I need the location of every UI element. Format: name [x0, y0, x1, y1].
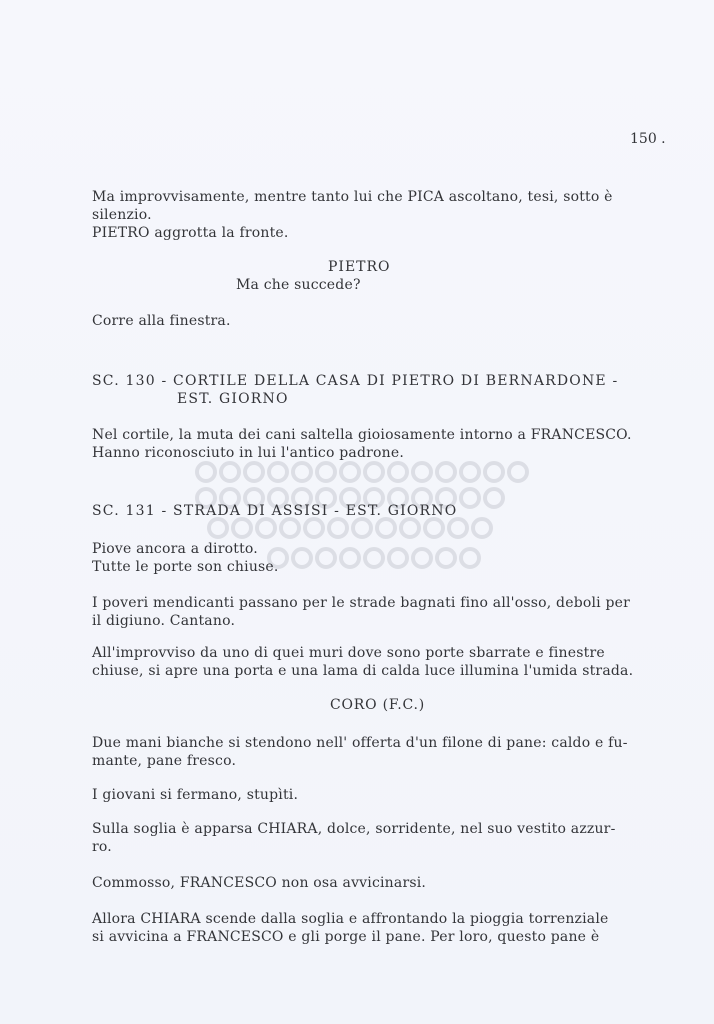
character-name: PIETRO: [328, 259, 391, 275]
paragraph-line: ro.: [92, 839, 112, 855]
character-name: CORO (F.C.): [330, 697, 426, 713]
paragraph-line: Tutte le porte son chiuse.: [92, 559, 279, 575]
paragraph-line: il digiuno. Cantano.: [92, 613, 236, 629]
paragraph-line: Ma improvvisamente, mentre tanto lui che PICA ascoltano, tesi, sotto è: [92, 189, 613, 205]
paragraph-line: Corre alla finestra.: [92, 313, 231, 329]
paragraph-line: PIETRO aggrotta la fronte.: [92, 225, 289, 241]
paragraph-line: All'improvviso da uno di quei muri dove sono porte sbarrate e finestre: [92, 645, 605, 661]
paragraph-line: mante, pane fresco.: [92, 753, 237, 769]
paragraph-line: Sulla soglia è apparsa CHIARA, dolce, sorridente, nel suo vestito azzur-: [92, 821, 616, 837]
paragraph-line: silenzio.: [92, 207, 152, 223]
paragraph-line: I poveri mendicanti passano per le strade bagnati fino all'osso, deboli per: [92, 595, 631, 611]
scene-heading: SC. 131 - STRADA DI ASSISI - EST. GIORNO: [92, 503, 458, 519]
paragraph-line: Commosso, FRANCESCO non osa avvicinarsi.: [92, 875, 427, 891]
paragraph-line: chiuse, si apre una porta e una lama di calda luce illumina l'umida strada.: [92, 663, 634, 679]
paragraph-line: Due mani bianche si stendono nell' offerta d'un filone di pane: caldo e fu-: [92, 735, 628, 751]
scene-heading: SC. 130 - CORTILE DELLA CASA DI PIETRO DI BERNARDONE -: [92, 373, 619, 389]
scene-heading-continued: EST. GIORNO: [177, 391, 289, 407]
paragraph-line: si avvicina a FRANCESCO e gli porge il pane. Per loro, questo pane è: [92, 929, 600, 945]
paragraph-line: Piove ancora a dirotto.: [92, 541, 258, 557]
paragraph-line: Nel cortile, la muta dei cani saltella gioiosamente intorno a FRANCESCO.: [92, 427, 632, 443]
paragraph-line: Allora CHIARA scende dalla soglia e affrontando la pioggia torrenziale: [92, 911, 609, 927]
dialogue-line: Ma che succede?: [236, 277, 361, 293]
page-number: 150 .: [630, 131, 666, 147]
paragraph-line: Hanno riconosciuto in lui l'antico padrone.: [92, 445, 404, 461]
paragraph-line: I giovani si fermano, stupìti.: [92, 787, 299, 803]
